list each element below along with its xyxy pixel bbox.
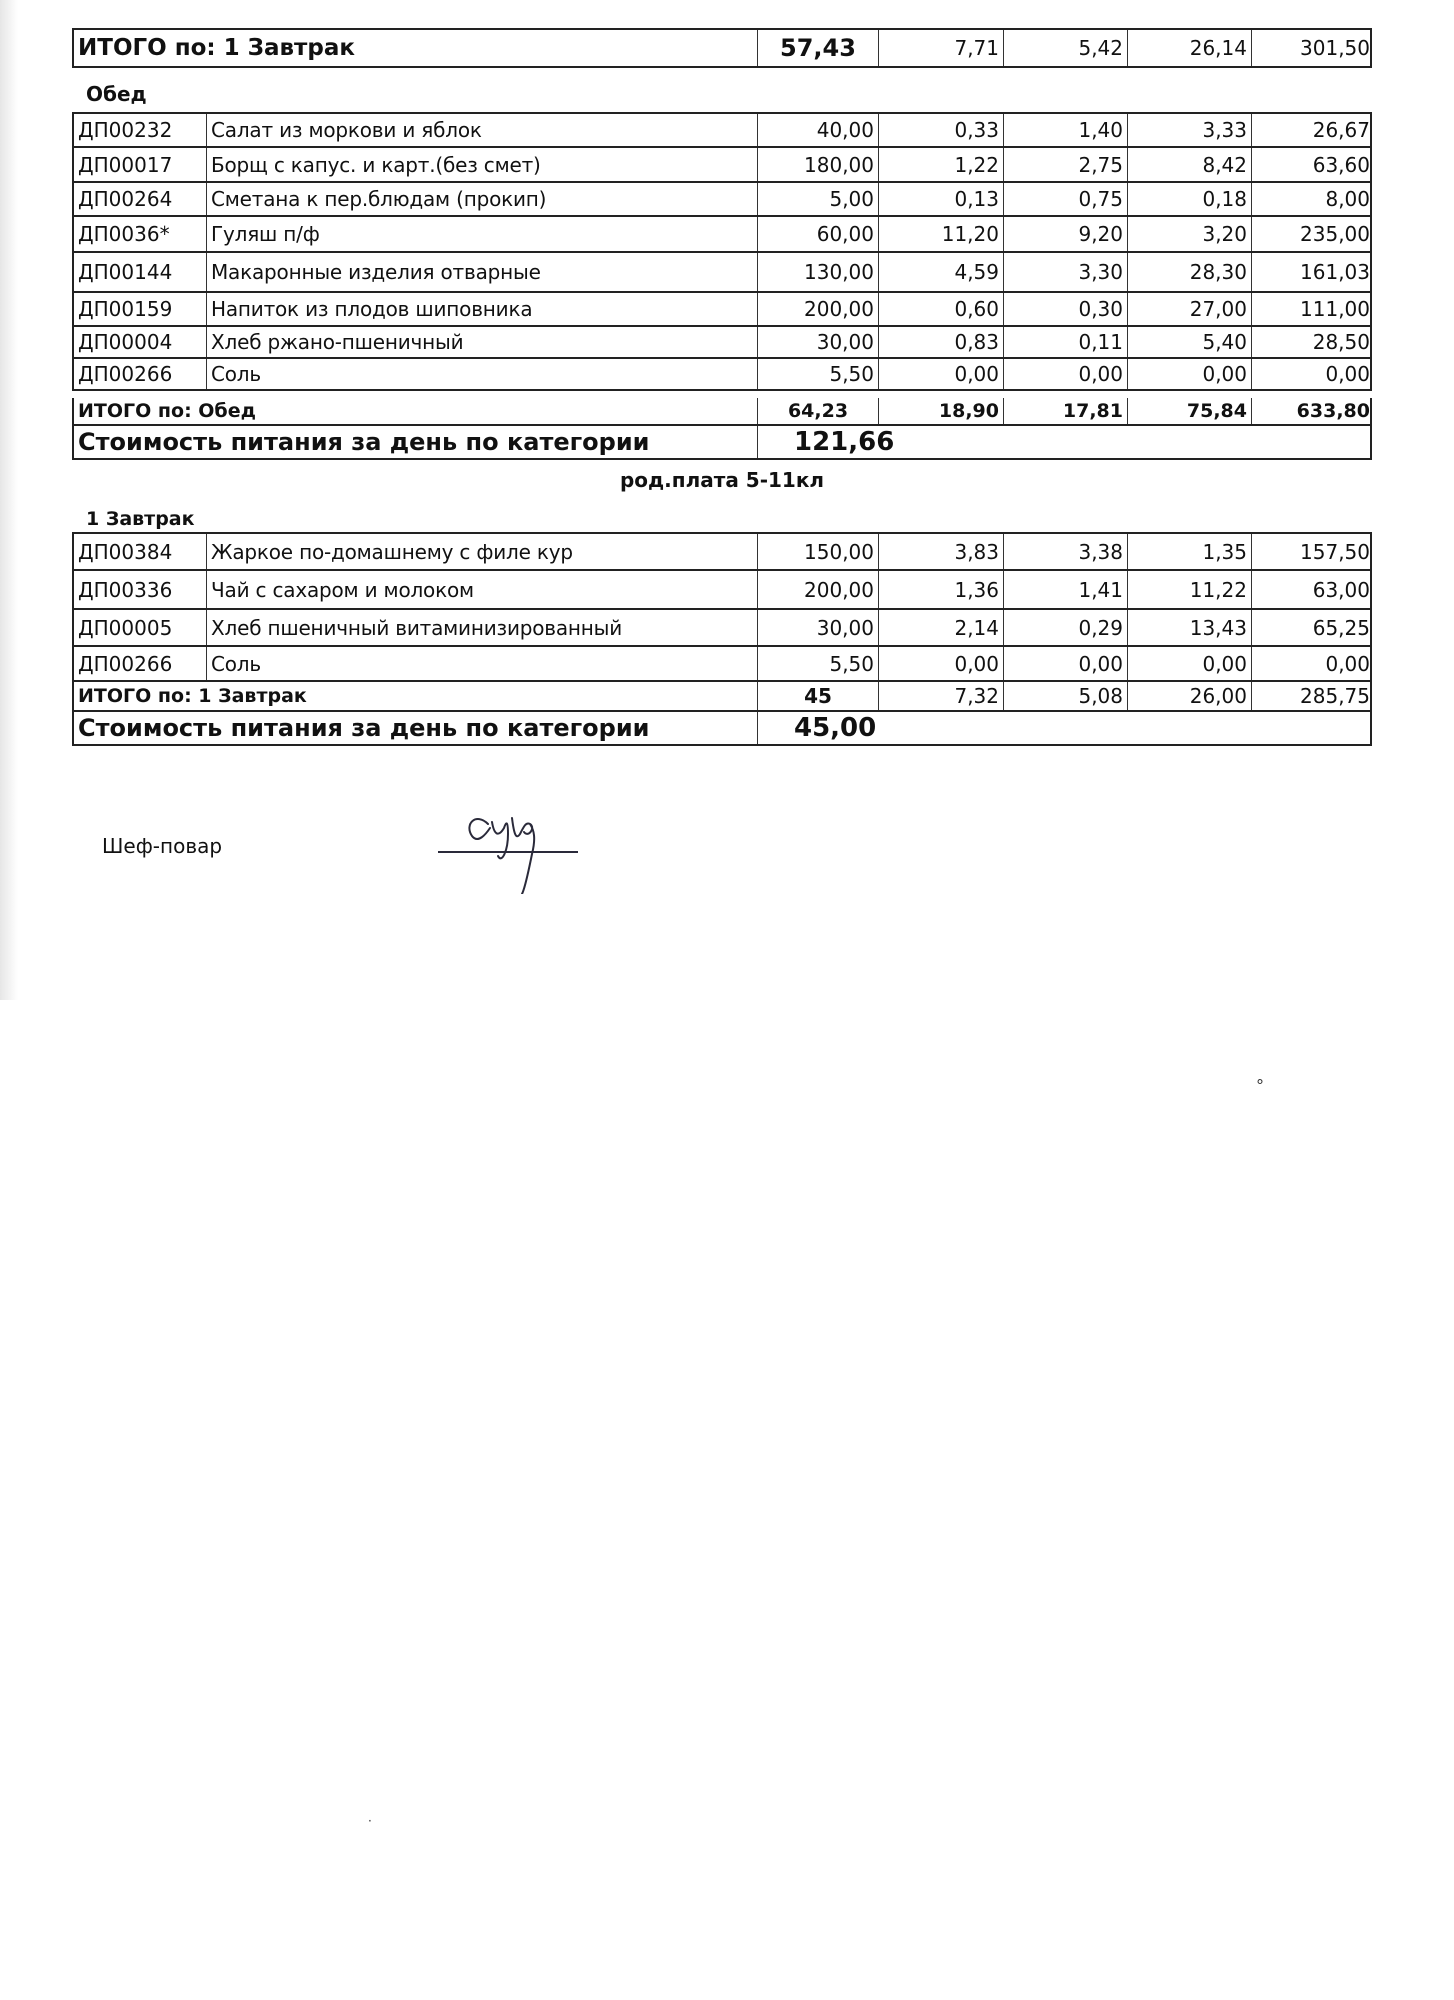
table-row [72, 327, 1372, 359]
item-name: Соль [207, 359, 758, 389]
item-kcal: 235,00 [1300, 222, 1370, 246]
total-label: ИТОГО по: Обед [74, 398, 758, 424]
item-fats: 0,00 [1004, 647, 1128, 680]
item-proteins: 2,14 [879, 610, 1004, 645]
item-proteins: 1,22 [879, 148, 1004, 181]
item-code: ДП00266 [74, 647, 207, 680]
table-row [72, 359, 1372, 391]
total-kcal: 285,75 [1300, 684, 1370, 708]
item-weight: 5,00 [758, 183, 879, 215]
total-fats: 5,42 [1004, 30, 1128, 66]
item-kcal: 26,67 [1312, 118, 1370, 142]
item-code: ДП00336 [74, 571, 207, 608]
lunch-cost-row [72, 426, 1372, 460]
table-row [72, 183, 1372, 217]
item-weight: 200,00 [758, 293, 879, 325]
item-fats: 0,30 [1004, 293, 1128, 325]
scan-shadow [0, 0, 18, 1000]
item-code: ДП00004 [74, 327, 207, 357]
item-weight: 60,00 [758, 217, 879, 251]
item-weight: 180,00 [758, 148, 879, 181]
item-kcal: 63,00 [1312, 577, 1370, 602]
item-kcal: 157,50 [1300, 539, 1370, 564]
table-row [72, 217, 1372, 253]
item-name: Салат из моркови и яблок [207, 114, 758, 146]
total-proteins: 18,90 [879, 398, 1004, 424]
item-code: ДП00232 [74, 114, 207, 146]
total-carbs: 26,00 [1128, 682, 1252, 710]
item-fats: 0,29 [1004, 610, 1128, 645]
item-fats: 0,11 [1004, 327, 1128, 357]
total-label: ИТОГО по: 1 Завтрак [74, 682, 758, 710]
lunch-total-row [72, 398, 1372, 426]
item-fats: 9,20 [1004, 217, 1128, 251]
item-kcal: 28,50 [1312, 330, 1370, 354]
item-name: Напиток из плодов шиповника [207, 293, 758, 325]
table-row [72, 253, 1372, 293]
item-fats: 3,30 [1004, 253, 1128, 291]
item-proteins: 0,00 [879, 359, 1004, 389]
item-name: Макаронные изделия отварные [207, 253, 758, 291]
item-kcal: 161,03 [1300, 260, 1370, 284]
total-carbs: 26,14 [1128, 30, 1252, 66]
item-fats: 2,75 [1004, 148, 1128, 181]
item-code: ДП00264 [74, 183, 207, 215]
total-proteins: 7,32 [879, 682, 1004, 710]
cost-value: 121,66 [794, 427, 895, 457]
chef-label: Шеф-повар [102, 834, 223, 858]
item-carbs: 1,35 [1128, 534, 1252, 569]
item-kcal: 8,00 [1325, 187, 1370, 211]
total-fats: 17,81 [1004, 398, 1128, 424]
item-proteins: 0,13 [879, 183, 1004, 215]
table-row [72, 571, 1372, 610]
item-fats: 3,38 [1004, 534, 1128, 569]
breakfast-section-title: 1 Завтрак [86, 508, 195, 530]
handwritten-signature [428, 794, 588, 894]
item-name: Соль [207, 647, 758, 680]
category-title: род.плата 5-11кл [619, 468, 825, 492]
item-name: Борщ с капус. и карт.(без смет) [207, 148, 758, 181]
item-carbs: 0,18 [1128, 183, 1252, 215]
item-fats: 0,00 [1004, 359, 1128, 389]
item-fats: 1,41 [1004, 571, 1128, 608]
item-proteins: 1,36 [879, 571, 1004, 608]
cost-label: Стоимость питания за день по категории [74, 426, 758, 458]
item-name: Жаркое по-домашнему с филе кур [207, 534, 758, 569]
item-kcal: 0,00 [1325, 651, 1370, 676]
item-kcal: 0,00 [1325, 362, 1370, 386]
total-fats: 5,08 [1004, 682, 1128, 710]
item-fats: 1,40 [1004, 114, 1128, 146]
item-proteins: 3,83 [879, 534, 1004, 569]
cost-value: 45,00 [794, 713, 877, 743]
item-name: Хлеб ржано-пшеничный [207, 327, 758, 357]
item-weight: 200,00 [758, 571, 879, 608]
item-carbs: 0,00 [1128, 647, 1252, 680]
table-row [72, 148, 1372, 183]
total-carbs: 75,84 [1128, 398, 1252, 424]
total-label: ИТОГО по: 1 Завтрак [74, 30, 758, 66]
item-carbs: 13,43 [1128, 610, 1252, 645]
total-price: 57,43 [758, 30, 879, 66]
item-name: Чай с сахаром и молоком [207, 571, 758, 608]
item-carbs: 5,40 [1128, 327, 1252, 357]
item-weight: 30,00 [758, 610, 879, 645]
item-carbs: 11,22 [1128, 571, 1252, 608]
item-kcal: 65,25 [1312, 615, 1370, 640]
total-kcal: 633,80 [1296, 400, 1370, 422]
item-carbs: 0,00 [1128, 359, 1252, 389]
item-fats: 0,75 [1004, 183, 1128, 215]
item-carbs: 8,42 [1128, 148, 1252, 181]
item-code: ДП00017 [74, 148, 207, 181]
item-proteins: 0,00 [879, 647, 1004, 680]
item-kcal: 63,60 [1312, 152, 1370, 177]
total-proteins: 7,71 [879, 30, 1004, 66]
item-carbs: 27,00 [1128, 293, 1252, 325]
item-weight: 5,50 [758, 359, 879, 389]
breakfast-prev-total-row [72, 28, 1372, 68]
item-code: ДП00005 [74, 610, 207, 645]
item-carbs: 3,20 [1128, 217, 1252, 251]
item-proteins: 0,33 [879, 114, 1004, 146]
item-carbs: 28,30 [1128, 253, 1252, 291]
item-name: Сметана к пер.блюдам (прокип) [207, 183, 758, 215]
item-weight: 150,00 [758, 534, 879, 569]
table-row [72, 112, 1372, 148]
breakfast-total-row [72, 682, 1372, 712]
item-code: ДП0036* [74, 217, 207, 251]
item-name: Хлеб пшеничный витаминизированный [207, 610, 758, 645]
item-weight: 130,00 [758, 253, 879, 291]
breakfast-cost-row [72, 712, 1372, 746]
item-proteins: 11,20 [879, 217, 1004, 251]
item-carbs: 3,33 [1128, 114, 1252, 146]
item-code: ДП00159 [74, 293, 207, 325]
table-row [72, 647, 1372, 682]
item-name: Гуляш п/ф [207, 217, 758, 251]
scan-speck: ° [1256, 1076, 1264, 1095]
total-kcal: 301,50 [1300, 36, 1370, 60]
total-price: 64,23 [758, 398, 879, 424]
total-price: 45 [758, 682, 879, 710]
item-weight: 30,00 [758, 327, 879, 357]
item-proteins: 0,83 [879, 327, 1004, 357]
scan-speck: · [368, 1814, 372, 1828]
item-code: ДП00266 [74, 359, 207, 389]
item-proteins: 0,60 [879, 293, 1004, 325]
item-weight: 5,50 [758, 647, 879, 680]
cost-label: Стоимость питания за день по категории [74, 712, 758, 744]
item-weight: 40,00 [758, 114, 879, 146]
table-row [72, 532, 1372, 571]
item-kcal: 111,00 [1300, 297, 1370, 321]
table-row [72, 293, 1372, 327]
item-code: ДП00144 [74, 253, 207, 291]
item-proteins: 4,59 [879, 253, 1004, 291]
item-code: ДП00384 [74, 534, 207, 569]
lunch-section-title: Обед [86, 82, 147, 106]
table-row [72, 610, 1372, 647]
